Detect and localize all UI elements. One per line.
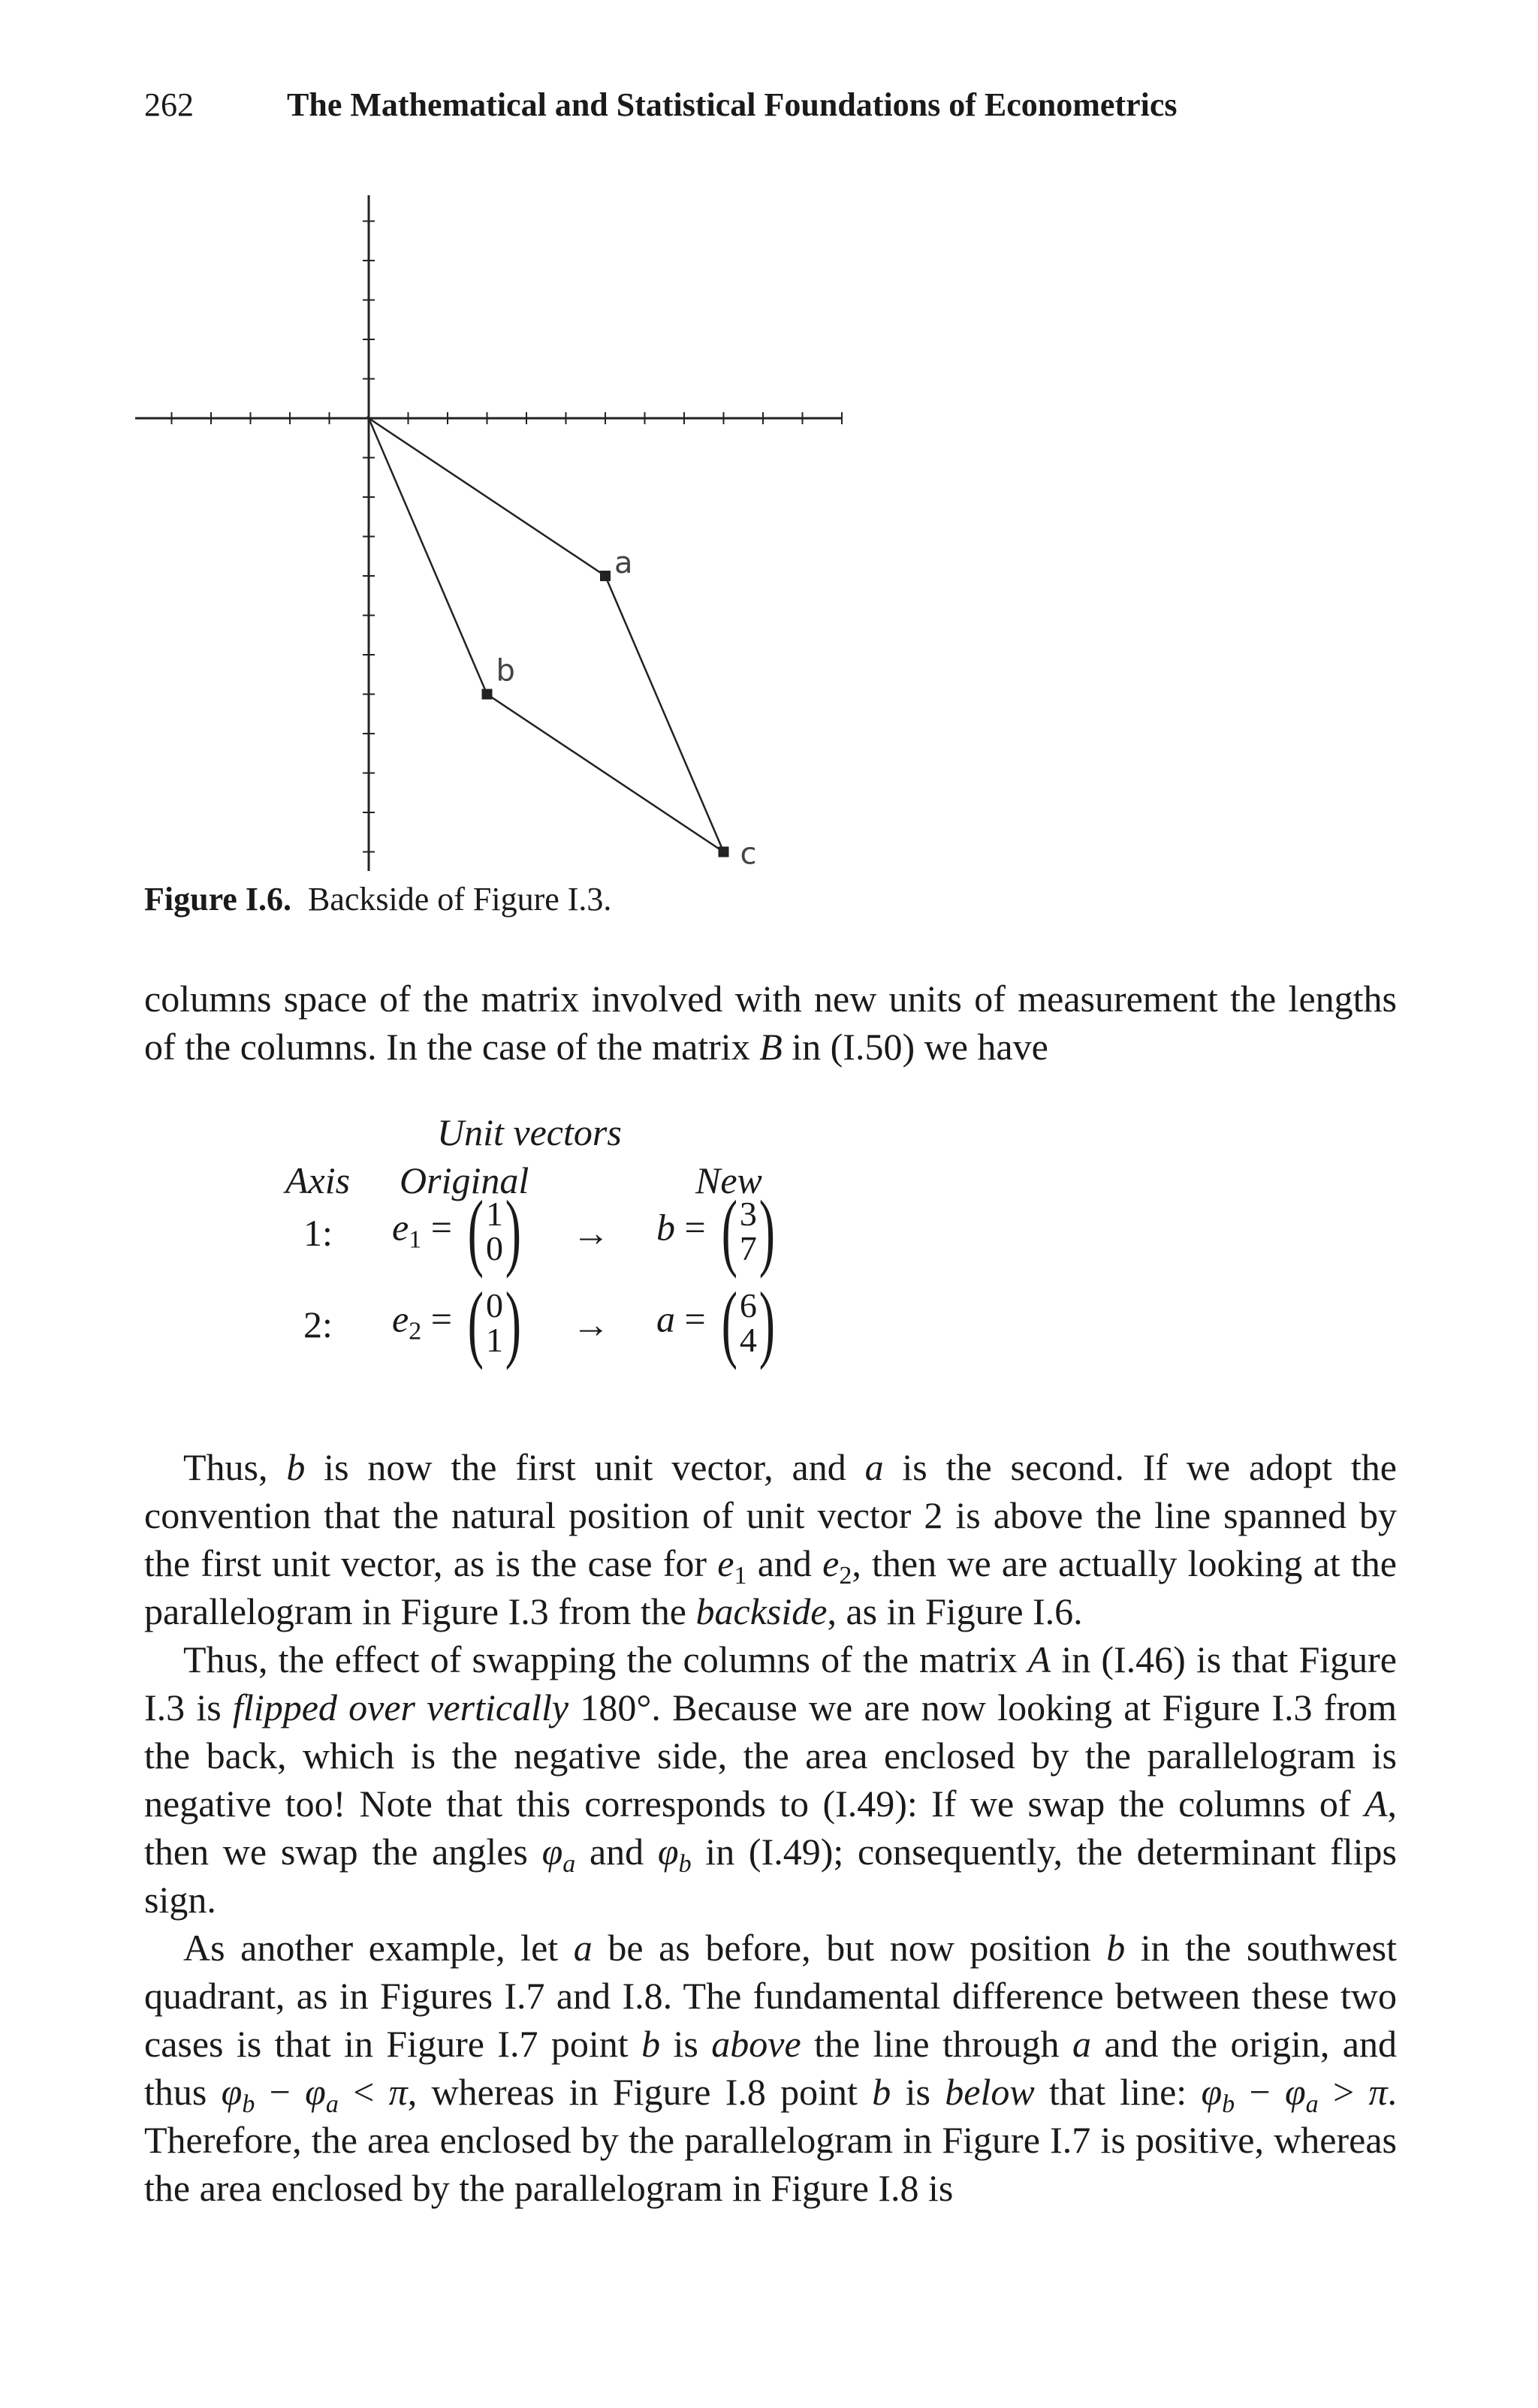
paragraph-2: Thus, the effect of swapping the columns of the matrix A in (I.46) is that Figure I.3 is flipped over vertically 180°. Because we are now looking at Figure I.3 from the back, which is the negative side, the area enclosed by the parallelogram is negative too! Note that this corresponds to (I.49): If we swap the columns of A, then we swap the angles $\varphi_a$ and $\varphi_b$ in (I.49); consequently, the determinant flips sign. [144,1638,1397,1921]
unit-vectors-heading: Unit vectors [437,1111,622,1153]
intro-paragraph [144,975,1397,1071]
point-b-label: b [496,653,515,689]
new-heading: New [695,1159,762,1201]
point-a-label: a [614,546,633,580]
row2-axis: 2: [303,1303,333,1346]
parallelogram-plot [135,195,856,871]
original-heading: Original [400,1159,529,1201]
book-title: The Mathematical and Statistical Foundations of Econometrics [287,86,1178,123]
row2-arrow: → [572,1303,610,1346]
caption-label: Figure I.6. [144,881,291,918]
paragraph-1: Thus, b is now the first unit vector, and a is the second. If we adopt the convention that the natural position of unit vector 2 is above the line spanned by the first unit vector, as is the case for $e_1$ and $e_2$, then we are actually looking at the parallelogram in Figure I.3 from the backside, as in Figure I.6. [144,1446,1398,1632]
row1-arrow: → [572,1212,610,1254]
point-c-marker [719,847,729,857]
running-header [144,84,1178,126]
row1-axis: 1: [303,1212,333,1254]
intro-line-2: of the columns. In the case of the matrix B in (I.50) we have [144,1026,1048,1068]
row1-original: $e_1$ = ( 1 0 ) [392,1183,521,1279]
paragraph-3: As another example, let a be as before, but now position b in the southwest quadrant, as in Figures I.7 and I.8. The fundamental difference between these two cases is that in Figure I.7 point b is above the line through a and the origin, and thus $\varphi_b - \varphi_a < \pi$, whereas in Figure I.8 point b is below that line: $\varphi_b - \varphi_a > \pi$. Therefore, the area enclosed by the parallelogram in Figure I.7 is positive, whereas the area enclosed by the parallelogram in Figure I.8 is [144,1927,1398,2209]
figure-caption [144,879,611,921]
point-a-marker [600,571,611,581]
caption-text: Backside of Figure I.3. [307,881,612,918]
intro-line-1: columns space of the matrix involved with new units of measurement the lengths [144,978,1397,1020]
body-paragraphs [144,1443,1397,2212]
row2-new: a = ( 6 4 ) [656,1275,775,1371]
parallelogram [369,418,724,852]
page-number: 262 [144,86,194,123]
point-b-marker [482,689,493,700]
row2-original: $e_2$ = ( 0 1 ) [392,1275,521,1371]
row1-new: b = ( 3 7 ) [656,1183,775,1279]
point-c-label: c [740,836,757,871]
axis-heading: Axis [285,1159,351,1201]
figure-i6 [135,195,856,871]
